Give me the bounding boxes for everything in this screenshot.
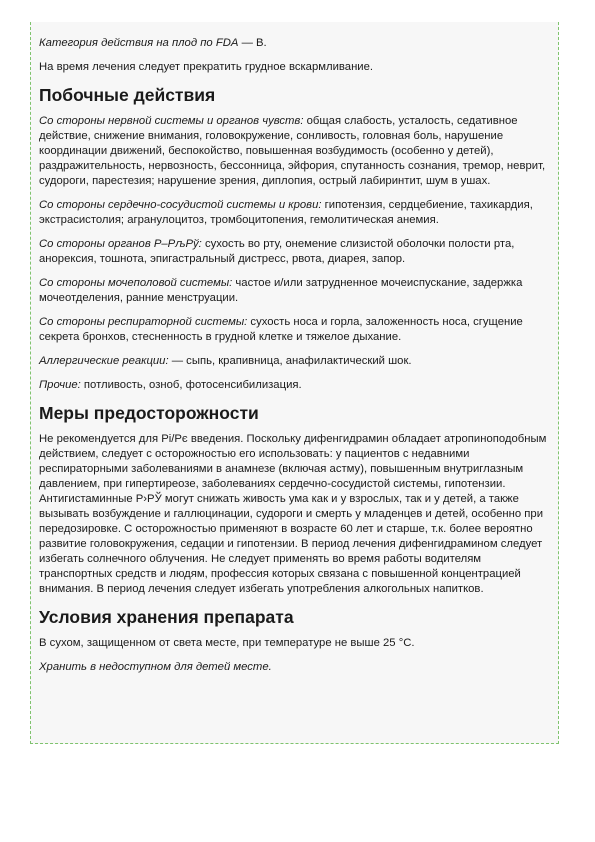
allergic-label: Аллергические реакции: [39,355,169,367]
nervous-label: Со стороны нервной системы и органов чувств: [39,115,304,127]
cardio-label: Со стороны сердечно-сосудистой системы и крови: [39,199,322,211]
side-effects-digestive [39,237,551,267]
side-effects-heading: Побочные действия [39,85,216,105]
other-label: Прочие: [39,379,81,391]
other-text: потливость, озноб, фотосенсибилизация. [80,379,302,391]
fda-category [39,36,551,51]
storage-conditions: В сухом, защищенном от света месте, при температуре не выше 25 °C. [39,637,415,649]
side-effects-nervous [39,114,551,189]
side-effects-cardio [39,198,551,228]
urogenital-text: частое и/или затрудненное мочеиспускание, задержка мочеотделения, ранние менструации. [39,277,523,304]
side-effects-respiratory [39,315,551,345]
side-effects-other [39,378,551,393]
fda-category-label: Категория действия на плод по FDA [39,37,239,49]
document-body [39,36,551,684]
fda-category-value: — B. [238,37,267,49]
digestive-label: Со стороны органов Р–РљРў: [39,238,202,250]
storage-heading: Условия хранения препарата [39,607,294,627]
cardio-text: гипотензия, сердцебиение, тахикардия, экстрасистолия; агранулоцитоз, тромбоцитопения, гемолитическая анемия. [39,199,533,226]
respiratory-label: Со стороны респираторной системы: [39,316,248,328]
urogenital-label: Со стороны мочеполовой системы: [39,277,233,289]
breastfeeding-note: На время лечения следует прекратить грудное вскармливание. [39,61,374,73]
digestive-text: сухость во рту, онемение слизистой оболочки полости рта, анорексия, тошнота, эпигастральный дистресс, рвота, диарея, запор. [39,238,515,265]
precautions-text: Не рекомендуется для Рі/Рє введения. Поскольку дифенгидрамин обладает атропиноподобным действием, следует с осторожностью его использовать: у пациентов с недавними респираторными заболеваниями в анамнезе (включая астму), повышенным внутриглазным давлением, при гипертиреозе, заболеваниях сердечно-сосудистой системы, гипотензии. Антигистаминные Р›РЎ могут снижать живость ума как и у взрослых, так и у детей, а также вызывать возбуждение и галлюцинации, судороги и смерть у младенцев и детей, особенно при передозировке. С осторожностью применяют в возрасте 60 лет и старше, т.к. более вероятно развитие головокружения, седации и гипотензии. В период лечения дифенгидрамином следует избегать солнечного облучения. Не следует применять во время работы водителям транспортных средств и людям, профессия которых связана с повышенной концентрацией внимания. В период лечения следует избегать употребления алкогольных напитков. [39,433,547,595]
allergic-text: — сыпь, крапивница, анафилактический шок. [168,355,412,367]
side-effects-allergic [39,354,551,369]
nervous-text: общая слабость, усталость, седативное действие, снижение внимания, головокружение, сонливость, головная боль, нарушение координации движений, беспокойство, повышенная возбудимость (особенно у детей), раздражительность, нервозность, бессонница, эйфория, спутанность сознания, тремор, неврит, судороги, парестезия; нарушение зрения, диплопия, острый лабиринтит, шум в ушах. [39,115,546,187]
respiratory-text: сухость носа и горла, заложенность носа, сгущение секрета бронхов, стесненность в грудной клетке и тяжелое дыхание. [39,316,523,343]
side-effects-urogenital [39,276,551,306]
precautions-heading: Меры предосторожности [39,403,259,423]
storage-children: Хранить в недоступном для детей месте. [39,661,272,673]
